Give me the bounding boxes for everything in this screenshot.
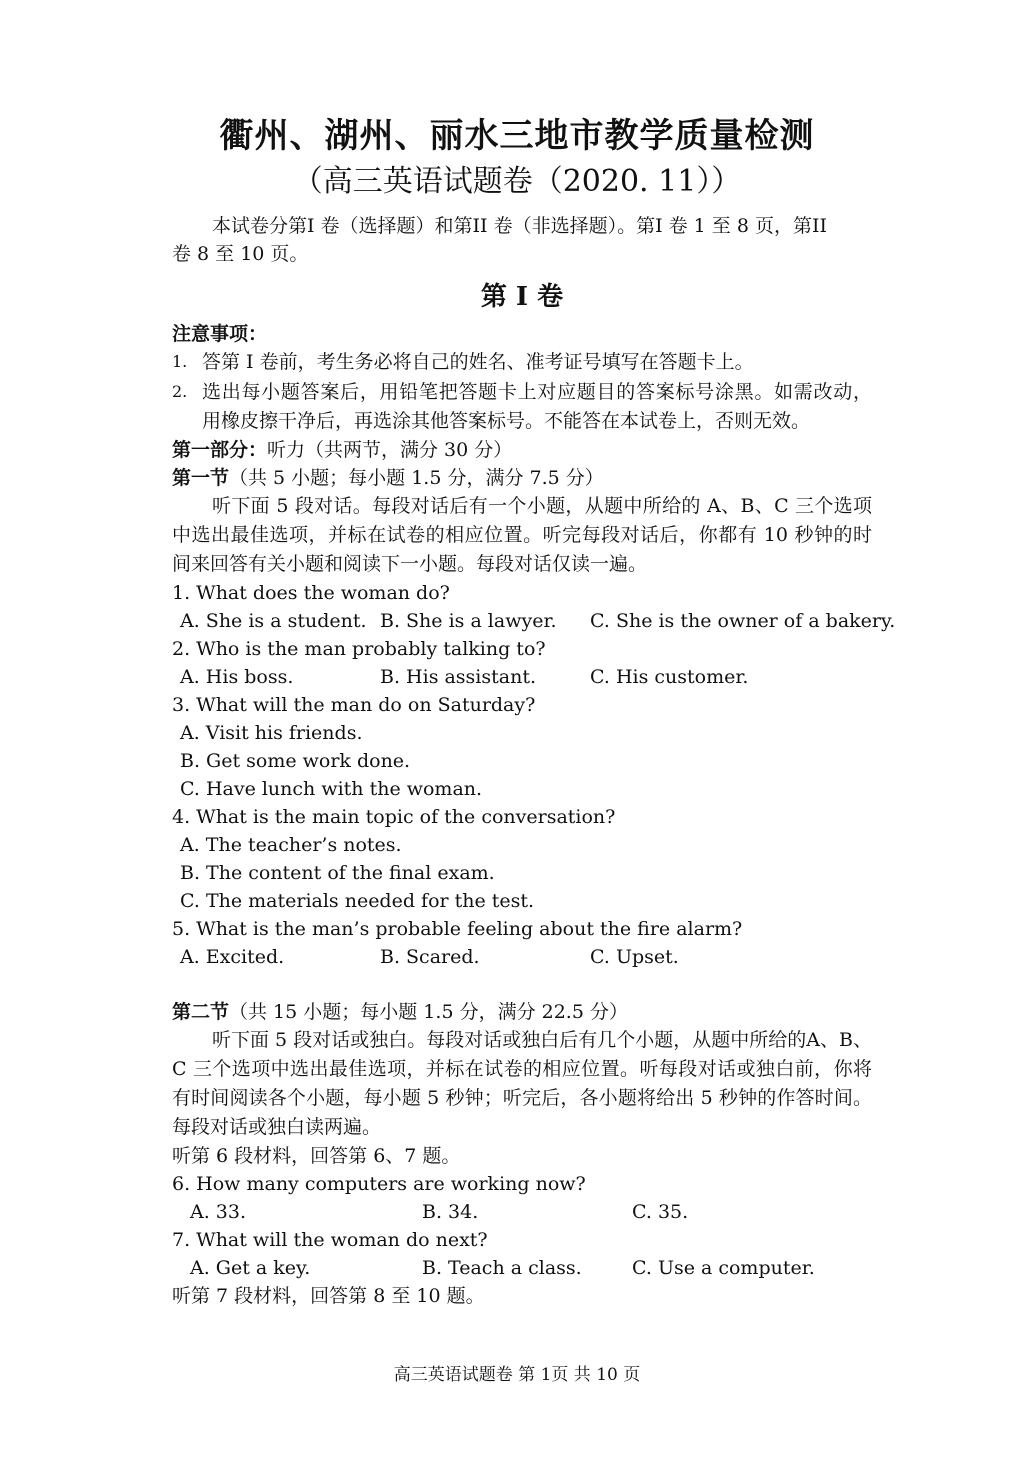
notice-item — [172, 378, 872, 436]
option-a: A. The teacher’s notes. — [180, 834, 402, 856]
option-c: C. She is the owner of a bakery. — [590, 610, 896, 632]
question-1: 1. What does the woman do? — [172, 582, 450, 604]
question-6-options — [172, 1198, 872, 1226]
notice-item-text: 选出每小题答案后，用铅笔把答题卡上对应题目的答案标号涂黑。如需改动， 用橡皮擦干净后，再选涂其他答案标号。不能答在本试卷上，否则无效。 — [202, 381, 872, 432]
question-5: 5. What is the man’s probable feeling about the fire alarm? — [172, 918, 743, 940]
notice-item-number: 2. — [172, 382, 188, 401]
question-7: 7. What will the woman do next? — [172, 1229, 488, 1251]
volume-title: 第 I 卷 — [480, 282, 564, 312]
question-7-options — [172, 1254, 872, 1282]
option-b: B. His assistant. — [380, 666, 537, 688]
section2-text: （共 15 小题；每小题 1.5 分，满分 22.5 分） — [229, 1001, 628, 1023]
question-2-options — [172, 663, 872, 691]
notice-item — [172, 348, 872, 376]
option-c: C. Use a computer. — [632, 1257, 815, 1279]
option-b: B. 34. — [422, 1201, 479, 1223]
material-7-instruction: 听第 7 段材料，回答第 8 至 10 题。 — [172, 1285, 485, 1307]
option-a: A. Visit his friends. — [180, 722, 363, 744]
option-a: A. Get a key. — [190, 1257, 311, 1279]
question-2: 2. Who is the man probably talking to? — [172, 638, 546, 660]
option-c: C. His customer. — [590, 666, 749, 688]
question-1-options — [172, 607, 896, 635]
exam-subtitle: （高三英语试题卷（2020. 11）） — [292, 164, 742, 199]
section2-label: 第二节 — [172, 1001, 230, 1023]
question-4: 4. What is the main topic of the conversation? — [172, 806, 616, 828]
spacer — [172, 971, 872, 998]
section1-instructions: 听下面 5 段对话。每段对话后有一个小题，从题中所给的 A、B、C 三个选项中选出最佳选项，并标在试卷的相应位置。听完每段对话后，你都有 10 秒钟的时间来回答有关小题和阅读下一小题。每段对话仅读一遍。 — [172, 495, 872, 575]
option-c: C. Have lunch with the woman. — [180, 778, 483, 800]
part1-label: 第一部分： — [172, 439, 268, 461]
notice-item-text: 答第 Ⅰ 卷前，考生务必将自己的姓名、准考证号填写在答题卡上。 — [202, 351, 754, 373]
part1-heading — [172, 436, 872, 464]
notice-item-number: 1. — [172, 352, 188, 371]
notice-heading: 注意事项： — [172, 323, 268, 345]
section1-heading — [172, 464, 872, 492]
option-b: B. Scared. — [380, 946, 480, 968]
option-a: A. His boss. — [180, 666, 294, 688]
exam-content — [172, 212, 896, 1310]
option-b: B. The content of the final exam. — [180, 862, 495, 884]
page-footer: 高三英语试题卷 第 1页 共 10 页 — [393, 1365, 641, 1385]
option-a: A. Excited. — [180, 946, 285, 968]
exam-title: 衢州、湖州、丽水三地市教学质量检测 — [219, 116, 815, 156]
intro-line-2: 卷 8 至 10 页。 — [172, 243, 309, 265]
option-a: A. 33. — [190, 1201, 247, 1223]
question-3: 3. What will the man do on Saturday? — [172, 694, 536, 716]
part1-text: 听力（共两节，满分 30 分） — [267, 439, 513, 461]
option-c: C. The materials needed for the test. — [180, 890, 535, 912]
option-b: B. She is a lawyer. — [380, 610, 557, 632]
section2-instructions: 听下面 5 段对话或独白。每段对话或独白后有几个小题，从题中所给的A、B、C 三个选项中选出最佳选项，并标在试卷的相应位置。听每段对话或独白前，你将有时间阅读各个小题，每小题 5 秒钟；听完后，各小题将给出 5 秒钟的作答时间。每段对话或独白读两遍。 — [172, 1029, 872, 1138]
section1-label: 第一节 — [172, 467, 230, 489]
question-5-options — [172, 943, 872, 971]
option-b: B. Teach a class. — [422, 1257, 582, 1279]
section1-text: （共 5 小题；每小题 1.5 分，满分 7.5 分） — [229, 467, 604, 489]
option-b: B. Get some work done. — [180, 750, 411, 772]
option-c: C. Upset. — [590, 946, 679, 968]
question-6: 6. How many computers are working now? — [172, 1173, 586, 1195]
option-a: A. She is a student. — [180, 610, 367, 632]
option-c: C. 35. — [632, 1201, 689, 1223]
intro-line-1: 本试卷分第I 卷（选择题）和第II 卷（非选择题）。第I 卷 1 至 8 页，第II — [212, 215, 827, 237]
section2-heading — [172, 998, 872, 1026]
material-6-instruction: 听第 6 段材料，回答第 6、7 题。 — [172, 1145, 461, 1167]
